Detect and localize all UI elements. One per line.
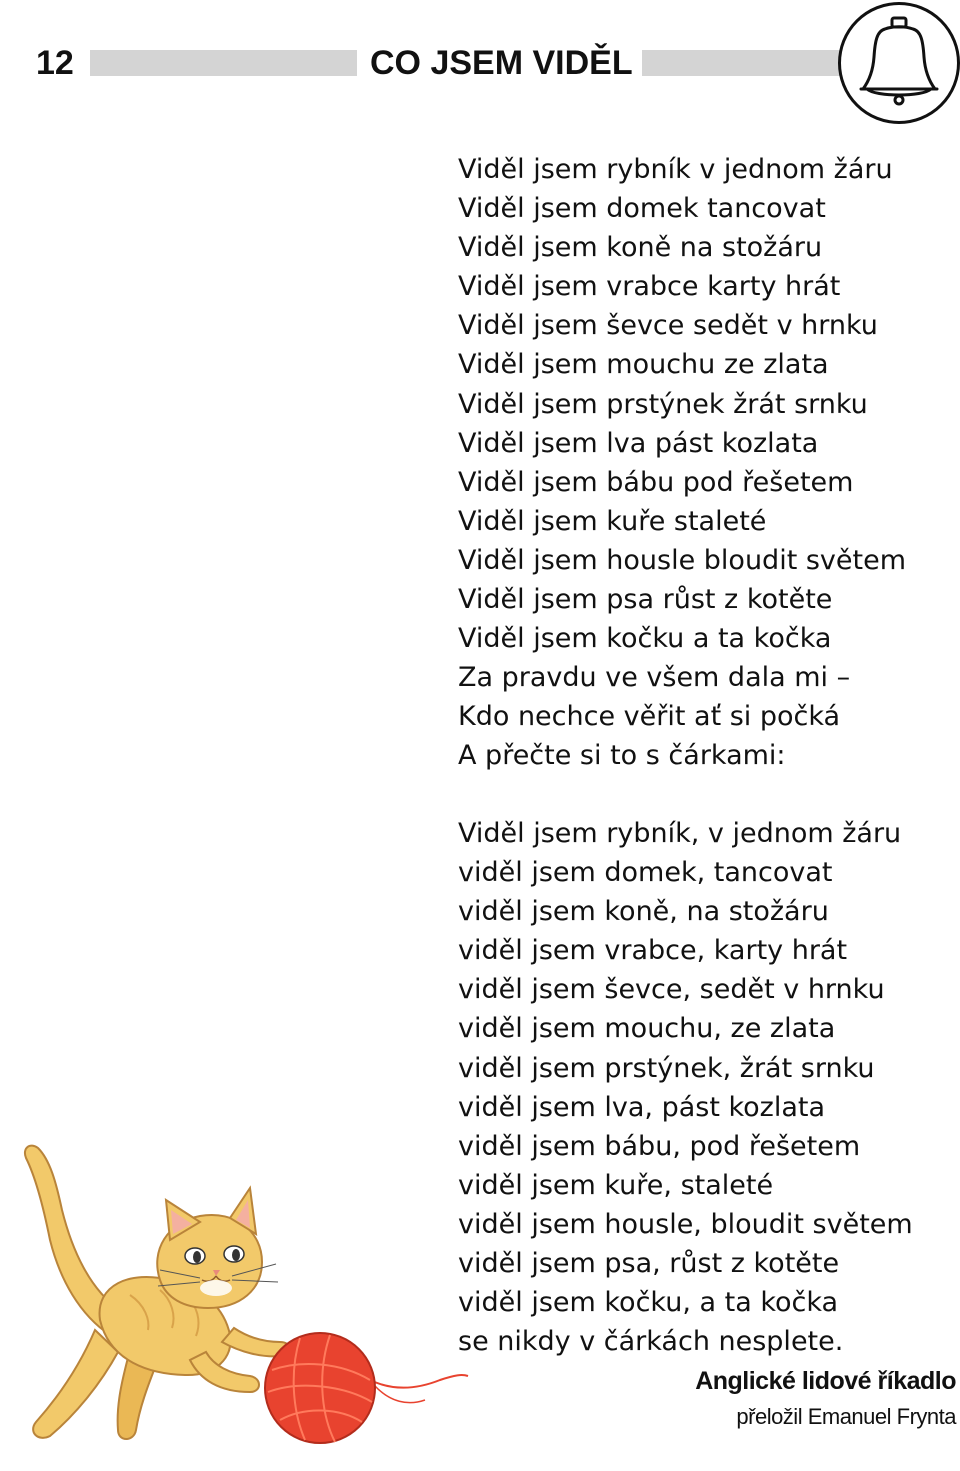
header-bar-left bbox=[90, 50, 357, 76]
poem-line: Kdo nechce věřit ať si počká bbox=[458, 701, 841, 733]
poem-stanza-1 bbox=[458, 150, 938, 776]
poem-line: viděl jsem housle, bloudit světem bbox=[458, 1208, 913, 1240]
attribution-translator: přeložil Emanuel Frynta bbox=[736, 1404, 956, 1429]
poem-line: viděl jsem vrabce, karty hrát bbox=[458, 935, 848, 967]
cat-back-leg bbox=[33, 1330, 118, 1438]
page-number: 12 bbox=[36, 44, 74, 82]
yarn-thread bbox=[370, 1375, 468, 1388]
poem-line: Viděl jsem lva pást kozlata bbox=[458, 427, 819, 459]
poem-line: Viděl jsem koně na stožáru bbox=[458, 232, 823, 264]
poem-line: Viděl jsem kuře staleté bbox=[458, 505, 767, 537]
poem-line: se nikdy v čárkách nesplete. bbox=[458, 1326, 844, 1358]
poem-line: viděl jsem psa, růst z kotěte bbox=[458, 1248, 840, 1280]
poem-line: viděl jsem prstýnek, žrát srnku bbox=[458, 1052, 875, 1084]
poem-line: Viděl jsem prstýnek žrát srnku bbox=[458, 388, 868, 420]
poem-line: viděl jsem koně, na stožáru bbox=[458, 896, 829, 928]
page-title: CO JSEM VIDĚL bbox=[370, 44, 633, 82]
poem-line: viděl jsem ševce, sedět v hrnku bbox=[458, 974, 885, 1006]
attribution bbox=[695, 1364, 956, 1432]
poem-line: A přečte si to s čárkami: bbox=[458, 740, 786, 772]
poem-line: viděl jsem bábu, pod řešetem bbox=[458, 1130, 861, 1162]
poem-line: Viděl jsem rybník, v jednom žáru bbox=[458, 818, 902, 849]
poem-line: Viděl jsem psa růst z kotěte bbox=[458, 584, 833, 616]
poem-line: Viděl jsem domek tancovat bbox=[458, 193, 826, 225]
bell-icon bbox=[841, 5, 957, 121]
bell-badge bbox=[838, 2, 960, 124]
poem-line: Viděl jsem ševce sedět v hrnku bbox=[458, 310, 878, 342]
poem-line: Viděl jsem mouchu ze zlata bbox=[458, 349, 829, 381]
poem-line: Viděl jsem housle bloudit světem bbox=[458, 544, 907, 576]
poem-line: viděl jsem kočku, a ta kočka bbox=[458, 1287, 839, 1319]
poem-line: Viděl jsem rybník v jednom žáru bbox=[458, 154, 893, 185]
poem-line: Viděl jsem bábu pod řešetem bbox=[458, 466, 854, 498]
poem-line: Viděl jsem vrabce karty hrát bbox=[458, 271, 841, 303]
poem-stanza-2 bbox=[458, 814, 938, 1361]
cat-illustration bbox=[0, 1130, 470, 1471]
poem-line: viděl jsem domek, tancovat bbox=[458, 857, 833, 889]
poem-line: Za pravdu ve všem dala mi – bbox=[458, 662, 851, 694]
poem-line: viděl jsem lva, pást kozlata bbox=[458, 1091, 826, 1123]
poem-line: viděl jsem kuře, staleté bbox=[458, 1169, 774, 1201]
poem-line: viděl jsem mouchu, ze zlata bbox=[458, 1013, 836, 1045]
attribution-title: Anglické lidové říkadlo bbox=[695, 1367, 956, 1395]
poem-line: Viděl jsem kočku a ta kočka bbox=[458, 623, 832, 655]
